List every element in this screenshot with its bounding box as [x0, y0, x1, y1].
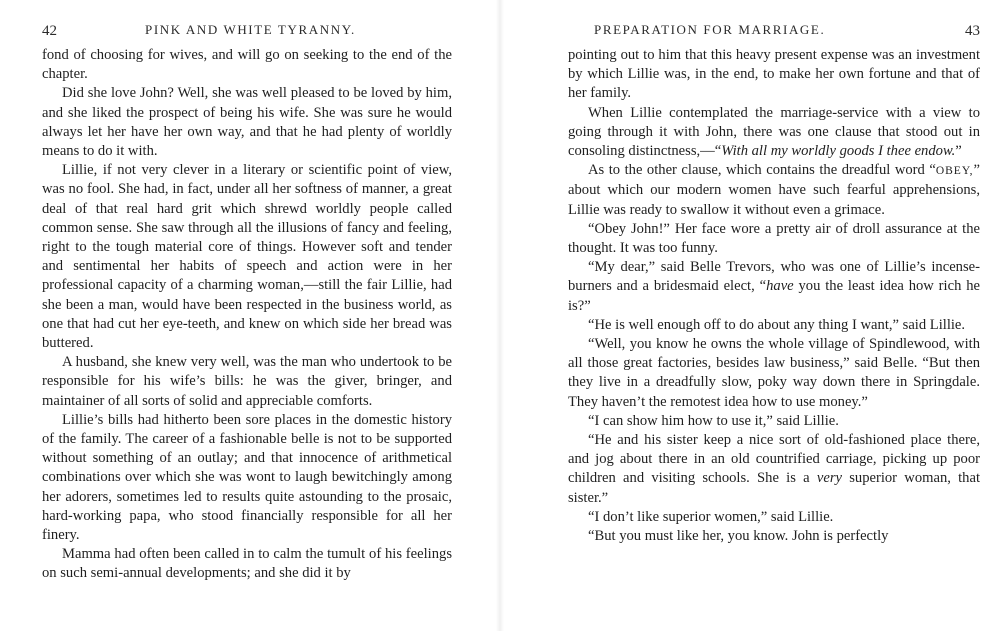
paragraph: “Obey John!” Her face wore a pretty air of droll assurance at the thought. It was too funny. [568, 220, 980, 257]
paragraph [568, 431, 980, 508]
italic-word: very [816, 470, 842, 487]
paragraph-text: you the least idea how rich he is?” [568, 278, 980, 314]
small-caps-word: OBEY, [935, 165, 974, 178]
paragraph: “I don’t like superior women,” said Lillie. [588, 508, 834, 525]
left-running-head [42, 22, 452, 42]
right-page-number: 43 [965, 23, 980, 39]
left-running-title: PINK AND WHITE TYRANNY. [145, 22, 356, 37]
italic-word: have [766, 278, 794, 295]
paragraph: Lillie, if not very clever in a literary or scientific point of view, was no fool. She had, in fact, under all her softness of manner, a great deal of that real hard grit which shrewd worldly people called common sense. She saw through all the illusions of fancy and feeling, right to the tough material core of things. However soft and tender and sentimental her habits of speech and action were in her professional capacity of a charming woman,—still the fair Lillie, had she been a man, would have been respected in the business world, as one that had cut her eye-teeth, and knew on which side her bread was buttered. [42, 162, 452, 352]
paragraph: A husband, she knew very well, was the man who undertook to be responsible for his wife’s bills: he was the giver, bringer, and maintainer of all sorts of solid and appreciable comforts. [42, 354, 452, 409]
paragraph [568, 104, 980, 162]
left-page-number: 42 [42, 23, 57, 39]
paragraph-text: ” [955, 143, 962, 160]
paragraph: “He is well enough off to do about any thing I want,” said Lillie. [588, 316, 966, 333]
paragraph-text: superior woman, that sister.” [568, 470, 981, 506]
paragraph: “But you must like her, you know. John is perfectly [588, 528, 889, 545]
paragraph: Lillie’s bills had hitherto been sore places in the domestic history of the family. The career of a fashionable belle is not to be supported without something of an outlay; and that innocence of arithmetical combinations over which she was wont to laugh bewitchingly among her adorers, sometimes led to results quite astounding to the prosaic, hard-working papa, who stood financially responsible for all her finery. [42, 411, 452, 544]
paragraph-text: “He and his sister keep a nice sort of old-fashioned place there, and jog about there in an old countrified carriage, picking up poor children and visiting schools. She is a [568, 432, 980, 487]
paragraph-text: As to the other clause, which contains the dreadful word “ [588, 162, 936, 179]
paragraph [568, 161, 980, 220]
paragraph-text: ” about which our modern women have such fearful apprehensions, Lillie was ready to swallow it without even a grimace. [568, 162, 980, 218]
paragraph-text: “My dear,” said Belle Trevors, who was one of Lillie’s incense-burners and a bridesmaid elect, “ [568, 259, 980, 295]
right-page [500, 0, 1000, 631]
paragraph: pointing out to him that this heavy present expense was an investment by which Lillie was, in the end, to make her own fortune and that of her family. [568, 47, 980, 102]
paragraph: Did she love John? Well, she was well pleased to be loved by him, and she liked the prospect of being his wife. She was sure he would always let her have her own way, and that he had plenty of worldly means to do it with. [42, 85, 452, 160]
left-page-text [42, 46, 452, 584]
paragraph: “I can show him how to use it,” said Lillie. [588, 412, 839, 429]
right-page-text [568, 46, 980, 546]
paragraph [568, 258, 980, 316]
paragraph: “Well, you know he owns the whole village of Spindlewood, with all those great factories, besides law business,” said Belle. “But then they live in a dreadfully slow, poky way down there in Springdale. They haven’t the remotest idea how to use money.” [568, 336, 980, 410]
italic-quote: With all my worldly goods I thee endow. [721, 143, 956, 160]
paragraph: fond of choosing for wives, and will go on seeking to the end of the chapter. [42, 47, 452, 83]
right-running-head [568, 22, 980, 42]
paragraph: Mamma had often been called in to calm the tumult of his feelings on such semi-annual developments; and she did it by [42, 546, 452, 582]
right-running-title: PREPARATION FOR MARRIAGE. [594, 22, 826, 37]
paragraph-text: When Lillie contemplated the marriage-service with a view to going through it with John, there was one clause that stood out in consoling distinctness,—“ [568, 104, 980, 160]
